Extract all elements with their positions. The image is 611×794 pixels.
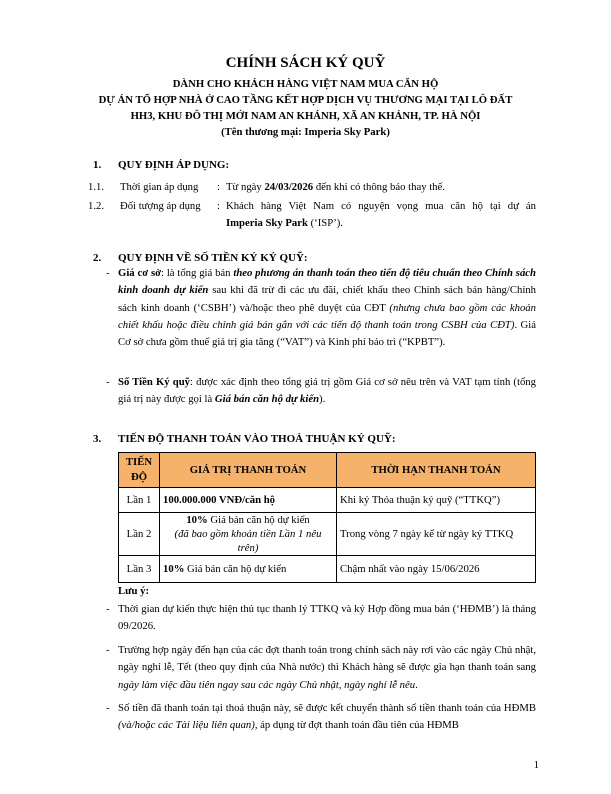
section-2-heading: QUY ĐỊNH VỀ SỐ TIỀN KÝ KÝ QUỸ: xyxy=(118,252,308,264)
subtitle-line-4: (Tên thương mại: Imperia Sky Park) xyxy=(221,126,390,138)
item-1-1-value: Từ ngày 24/03/2026 đến khi có thông báo thay thế. xyxy=(226,181,445,193)
item-1-1-sep: : xyxy=(217,181,220,193)
cell-value: 100.000.000 VNĐ/căn hộ xyxy=(160,488,337,513)
item-1-2-value-line1: Khách hàng Việt Nam có nguyện vọng mua căn hộ tại dự án xyxy=(226,200,536,212)
subtitle-line-3: HH3, KHU ĐÔ THỊ MỚI NAM AN KHÁNH, XÃ AN KHÁNH, TP. HÀ NỘI xyxy=(130,110,481,122)
cell-phase: Lần 1 xyxy=(119,488,160,513)
section-3-number: 3. xyxy=(93,433,102,445)
header-value: GIÁ TRỊ THANH TOÁN xyxy=(160,453,337,488)
section-3-heading: TIẾN ĐỘ THANH TOÁN VÀO THOẢ THUẬN KÝ QUỸ: xyxy=(118,433,396,445)
subtitle-line-1: DÀNH CHO KHÁCH HÀNG VIỆT NAM MUA CĂN HỘ xyxy=(172,78,439,90)
deposit-amount-paragraph: Số Tiền Ký quỹ: được xác định theo tổng giá trị gồm Giá cơ sở nêu trên và VAT tạm tính (tổng giá trị này được gọi là Giá bán căn hộ dự kiến). xyxy=(118,376,536,406)
header-deadline: THỜI HẠN THANH TOÁN xyxy=(337,453,536,488)
table-header-row xyxy=(119,453,536,488)
payment-schedule-table xyxy=(118,452,536,583)
notes-heading: Lưu ý: xyxy=(118,585,150,597)
item-1-1-label: Thời gian áp dụng xyxy=(120,181,199,193)
bullet-dash: - xyxy=(106,702,110,714)
item-1-2-sep: : xyxy=(217,200,220,212)
subtitle-line-2: DỰ ÁN TỔ HỢP NHÀ Ở CAO TẦNG KẾT HỢP DỊCH VỤ THƯƠNG MẠI TẠI LÔ ĐẤT xyxy=(98,94,513,106)
table-row xyxy=(119,488,536,513)
cell-deadline: Trong vòng 7 ngày kể từ ngày ký TTKQ xyxy=(337,513,536,556)
bullet-dash: - xyxy=(106,644,110,656)
bullet-dash: - xyxy=(106,376,110,388)
cell-deadline: Chậm nhất vào ngày 15/06/2026 xyxy=(337,556,536,583)
base-price-paragraph: Giá cơ sở: là tổng giá bán theo phương án thanh toán theo tiến độ tiêu chuẩn theo Chính sách kinh doanh dự kiến sau khi đã trừ đi các ưu đãi, chiết khấu theo Chính sách bán hàng/Chính sách kinh doanh (‘CSBH’) và/hoặc theo phê duyệt của CĐT (nhưng chưa bao gồm các khoản chiết khấu hoặc điều chỉnh giá bán gắn với các tiến độ thanh toán trong CSBH của CĐT). Giá Cơ sở chưa gồm thuế giá trị gia tăng (“VAT”) và Kinh phí bảo trì (“KPBT”). xyxy=(118,267,536,349)
item-1-2-value-line2: Imperia Sky Park (‘ISP’). xyxy=(226,217,343,229)
table-row xyxy=(119,513,536,556)
bullet-dash: - xyxy=(106,603,110,615)
note-3: Số tiền đã thanh toán tại thoả thuận này, sẽ được kết chuyển thành số tiền thanh toán của HĐMB (và/hoặc các Tài liệu liên quan), áp dụng từ đợt thanh toán đầu tiên của HĐMB xyxy=(118,702,536,732)
cell-phase: Lần 2 xyxy=(119,513,160,556)
cell-deadline: Khi ký Thỏa thuận ký quỹ (“TTKQ”) xyxy=(337,488,536,513)
document-title: CHÍNH SÁCH KÝ QUỸ xyxy=(225,55,386,71)
cell-value: 10% Giá bán căn hộ dự kiến xyxy=(160,556,337,583)
table-row xyxy=(119,556,536,583)
item-1-2-label: Đối tượng áp dụng xyxy=(120,200,201,212)
item-1-1-number: 1.1. xyxy=(88,181,105,193)
bullet-dash: - xyxy=(106,267,110,279)
note-2: Trường hợp ngày đến hạn của các đợt thanh toán trong chính sách này rơi vào các ngày Chủ nhật, ngày nghỉ lễ, Tết (theo quy định của Nhà nước) thì Khách hàng sẽ được gia hạn thanh toán sang ngày làm việc đầu tiên ngay sau các ngày Chủ nhật, ngày nghỉ lễ nêu. xyxy=(118,644,536,691)
page-number: 1 xyxy=(533,759,539,771)
section-1-heading: QUY ĐỊNH ÁP DỤNG: xyxy=(118,159,230,171)
item-1-2-number: 1.2. xyxy=(88,200,105,212)
section-2-number: 2. xyxy=(93,252,102,264)
header-phase: TIẾN ĐỘ xyxy=(119,453,160,488)
cell-phase: Lần 3 xyxy=(119,556,160,583)
note-1: Thời gian dự kiến thực hiện thủ tục thanh lý TTKQ và ký Hợp đồng mua bán (‘HĐMB’) là tháng 09/2026. xyxy=(118,603,536,633)
section-1-number: 1. xyxy=(93,159,102,171)
cell-value: 10% Giá bán căn hộ dự kiến (đã bao gồm khoản tiền Lần 1 nêu trên) xyxy=(160,513,337,556)
